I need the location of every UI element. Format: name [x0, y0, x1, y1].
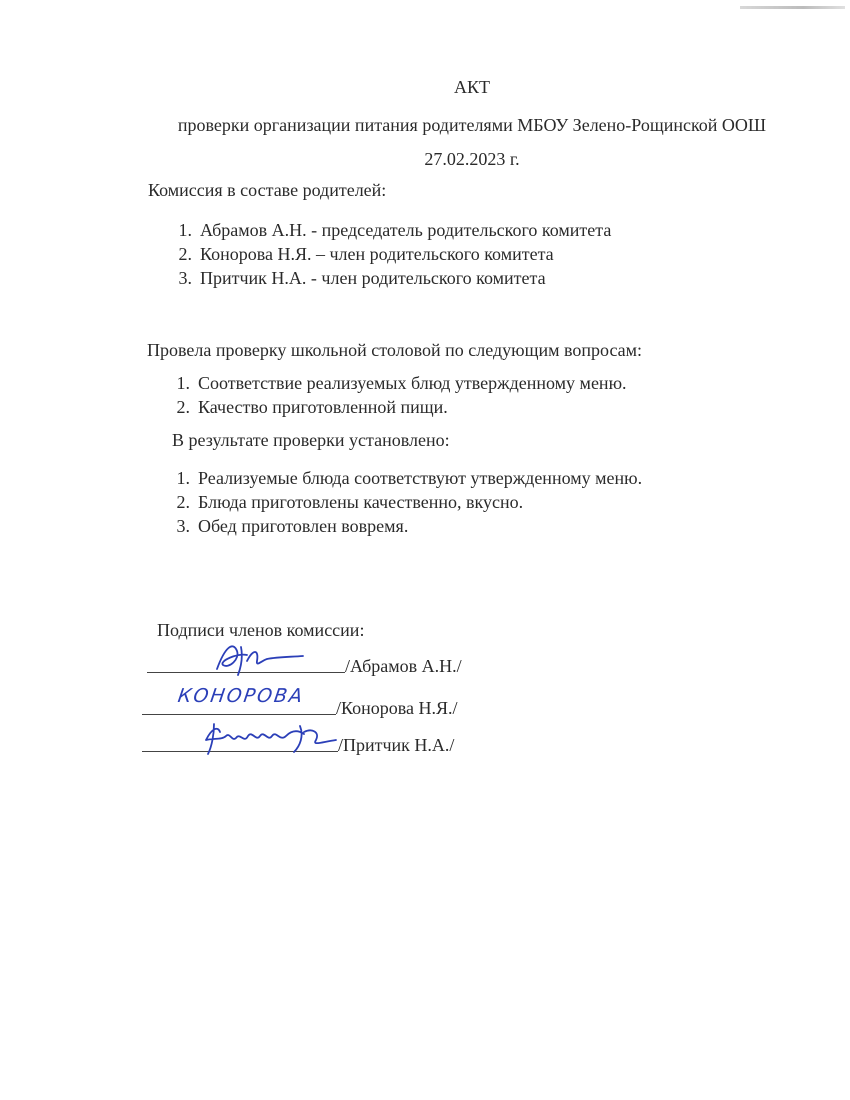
- list-item: 1. Реализуемые блюда соответствуют утвержденному меню.: [176, 468, 643, 488]
- questions-list: [164, 371, 627, 419]
- list-item: 1. Соответствие реализуемых блюд утвержденному меню.: [176, 373, 627, 393]
- signature-name: /Притчик Н.А./: [338, 735, 455, 755]
- handwritten-signature-konorova: КОНОРОВА: [176, 685, 306, 707]
- list-item: 2. Блюда приготовлены качественно, вкусно.: [176, 492, 524, 512]
- checked-intro: Провела проверку школьной столовой по следующим вопросам:: [147, 340, 643, 360]
- signature-line: [142, 714, 336, 715]
- results-list: [164, 466, 642, 538]
- signatures-heading: Подписи членов комиссии:: [157, 620, 365, 640]
- signature-row-abramov: [147, 643, 487, 677]
- handwritten-signature-pritchik: [200, 718, 340, 758]
- document-date: 27.02.2023 г.: [424, 149, 520, 169]
- list-item: 3. Обед приготовлен вовремя.: [176, 516, 409, 536]
- list-item: 1. Абрамов А.Н. - председатель родительского комитета: [178, 220, 612, 240]
- signature-name: /Конорова Н.Я./: [336, 698, 458, 718]
- scan-edge-mark: [740, 6, 845, 9]
- members-list: [166, 218, 611, 290]
- document-subtitle: проверки организации питания родителями МБОУ Зелено-Рощинской ООШ: [177, 115, 767, 135]
- signature-name: /Абрамов А.Н./: [345, 656, 462, 676]
- commission-intro: Комиссия в составе родителей:: [148, 180, 387, 200]
- list-item: 3. Притчик Н.А. - член родительского комитета: [178, 268, 546, 288]
- list-item: 2. Конорова Н.Я. – член родительского комитета: [178, 244, 554, 264]
- signature-row-pritchik: [142, 722, 482, 756]
- signature-row-konorova: [142, 685, 482, 719]
- document-title: АКТ: [454, 77, 490, 97]
- handwritten-signature-abramov: [207, 639, 307, 679]
- result-intro: В результате проверки установлено:: [172, 430, 450, 450]
- list-item: 2. Качество приготовленной пищи.: [176, 397, 448, 417]
